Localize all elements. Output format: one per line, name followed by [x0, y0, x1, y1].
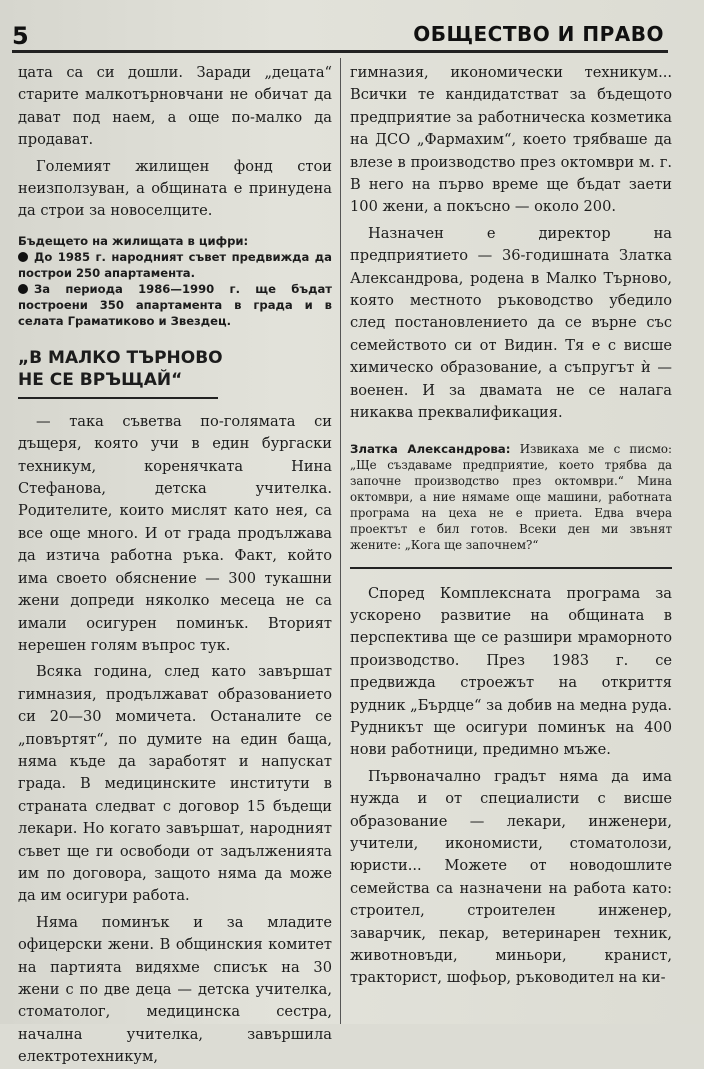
header-rule — [12, 50, 668, 53]
paragraph: цата са си дошли. Заради „децата“ старите малкотърновчани не обичат да дават под наем, а още по-малко да продават. — [18, 64, 332, 149]
paragraph: гимназия, икономически техникум... Всички те кандидатстват за бъдещото предприятие за работническа козметика на ДСО „Фармахим“, което трябваше да влезе в производство през октомври м. г. В него на първо време ще бъдат заети 100 жени, а покъсно — около 200. — [350, 64, 672, 216]
column-divider — [340, 58, 341, 1024]
paragraph: Според Комплексната програма за ускорено развитие на общината в перспектива ще се разшири мраморното производство. През 1983 г. се предвижда строежът на откриття рудник „Бърдце“ за добив на медна руда. Рудникът ще осигури поминък на 400 нови работници, предимно мъже. — [350, 584, 672, 759]
page-number: 5 — [12, 22, 29, 50]
fact-box-title: Бъдещето на жилищата в цифри: — [18, 233, 249, 248]
fact-item-text: За периода 1986—1990 г. ще бъдат построени 350 апартамента в града и в селата Граматиково и Звездец. — [18, 281, 332, 328]
right-column — [350, 62, 672, 1024]
bullet-icon — [18, 284, 28, 294]
quote-text: Извикаха ме с писмо: „Ще създаваме предприятие, което трябва да започне производство през октомври.“ Мина октомври, а ние нямаме още машини, работната програма на цеха не е приета. Едва вчера проектът е бил готов. Всеки ден ми звънят жените: „Кога ще започнем?“ — [350, 441, 673, 552]
subheading-line: „В МАЛКО ТЪРНОВО — [18, 347, 223, 368]
paragraph: Назначен е директор на предприятието — 36-годишната Златка Александрова, родена в Малко Търново, която местното ръководство убедило след постановлението да се върне със семейството си от Видин. Тя е с висше химическо образование, а съпругът ѝ — военен. И за двамата не се налага никаква преквалификация. — [350, 224, 672, 422]
section-title: ОБЩЕСТВО И ПРАВО — [413, 22, 664, 46]
heading-rule — [18, 397, 218, 399]
separator-rule — [350, 567, 672, 569]
left-column — [18, 62, 332, 1066]
subheading — [18, 347, 332, 391]
paragraph: Големият жилищен фонд стои неизползуван, а общината е принудена да строи за новоселците. — [18, 157, 332, 220]
fact-item — [18, 281, 332, 329]
quote-author: Златка Александрова: — [350, 441, 511, 456]
paragraph: Първоначално градът няма да има нужда и от специалисти с висше образование — лекари, инженери, учители, икономисти, стоматолози, юристи... Можете от новодошлите семейства са назначени на работа като: строител, строителен инженер, заварчик, пекар, ветеринарен техник, животновъди, миньори, кранист, тракторист, шофьор, ръководител на ки- — [350, 767, 672, 987]
paragraph: Всяка година, след като завършат гимназия, продължават образованието си 20—30 момичета. Останалите се „повъртят“, по думите на един баща, няма къде да заработят и напускат града. В медицинските институти в страната следват с договор 15 бъдещи лекари. Но когато завършат, народният съвет ще ги освободи от задълженията им по договора, защото няма да може да им осигури работа. — [18, 663, 332, 905]
paragraph: Няма поминък и за младите офицерски жени. В общинския комитет на партията видяхме списък на 30 жени с по две деца — детска учителка, стоматолог, медицинска сестра, начална учителка, завършила електротехникум, — [18, 913, 332, 1066]
fact-item — [18, 249, 332, 281]
fact-item-text: До 1985 г. народният съвет предвижда да построи 250 апартамента. — [18, 249, 332, 280]
fact-box — [18, 233, 332, 329]
paragraph: — така съветва по-голямата си дъщеря, която учи в един бургаски техникум, коренячката Нина Стефанова, детска учителка. Родителите, които мислят като нея, са все още много. И от града продължава да изтича работна ръка. Факт, който има своето обяснение — 300 тукашни жени допреди няколко месеца не са имали осигурен поминък. Вторият нерешен голям въпрос тук. — [18, 412, 332, 654]
subheading-line: НЕ СЕ ВРЪЩАЙ“ — [18, 369, 183, 390]
quote-box — [350, 441, 672, 553]
bullet-icon — [18, 252, 28, 262]
